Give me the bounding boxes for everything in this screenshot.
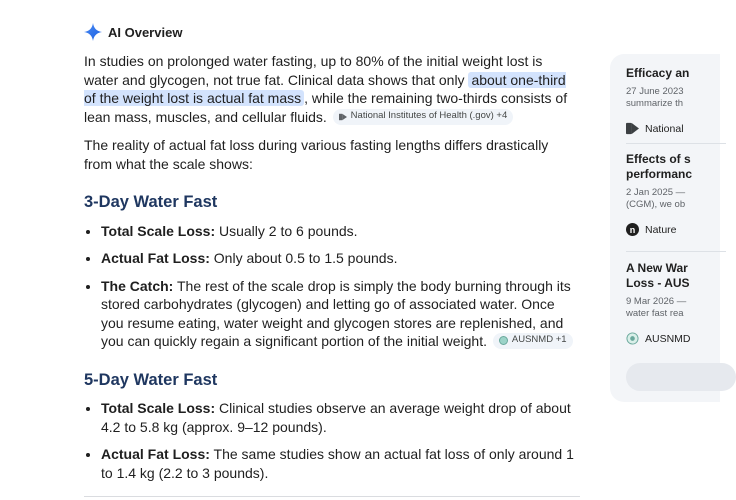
snippet-line: summarize th xyxy=(626,98,684,109)
source-name: AUSNMD xyxy=(645,332,691,345)
bullet-list xyxy=(84,222,580,351)
source-title-line: Efficacy an xyxy=(626,66,690,80)
list-item xyxy=(101,222,580,241)
overview-body xyxy=(84,52,580,491)
snippet-line: (CGM), we ob xyxy=(626,199,686,210)
snippet-line: 9 Mar 2026 — xyxy=(626,296,687,307)
highlighted-claim[interactable]: about one-third of the weight lost is actual fat mass xyxy=(84,71,566,106)
snippet-line: 2 Jan 2025 — xyxy=(626,187,686,198)
source-title xyxy=(626,261,726,291)
item-text: Usually 2 to 6 pounds. xyxy=(215,222,358,239)
source-site xyxy=(626,223,726,236)
snippet-line: water fast rea xyxy=(626,308,684,319)
item-label: Total Scale Loss: xyxy=(101,222,216,239)
divider xyxy=(626,143,726,144)
source-name: National xyxy=(645,122,684,135)
item-text: The same studies show an actual fat loss of only around 1 to 1.4 kg (2.2 to 3 pounds). xyxy=(101,446,574,481)
intro-text-end: , while the remaining two-thirds consists of lean mass, muscles, and cellular fluids. xyxy=(84,90,568,125)
gemini-spark-icon xyxy=(84,23,102,41)
section-heading: 5-Day Water Fast xyxy=(84,370,218,389)
section-heading: 3-Day Water Fast xyxy=(84,193,218,211)
source-card[interactable] xyxy=(626,261,726,345)
list-item xyxy=(101,249,580,268)
sources-panel xyxy=(610,54,720,402)
ai-overview-title: AI Overview xyxy=(108,24,183,40)
item-label: Actual Fat Loss: xyxy=(101,446,210,462)
item-text: Clinical studies observe an average weight drop of about 4.2 to 5.8 kg (approx. 9–12 pounds). xyxy=(101,400,571,435)
source-card[interactable] xyxy=(626,152,726,236)
intro-text: In studies on prolonged water fasting, up to 80% of the initial weight lost is water and glycogen, not true fat. Clinical data shows that only xyxy=(84,53,543,88)
show-all-button[interactable] xyxy=(626,363,736,391)
list-item xyxy=(101,277,580,351)
source-snippet xyxy=(626,296,726,320)
item-text: Only about 0.5 to 1.5 pounds. xyxy=(209,250,398,266)
nih-logo-icon xyxy=(626,122,639,135)
item-label: Actual Fat Loss: xyxy=(101,250,210,266)
nature-logo-icon: n xyxy=(626,223,639,236)
source-snippet xyxy=(626,86,726,110)
item-text: The rest of the scale drop is simply the body burning through its stored carbohydrates (glycogen) and letting go of associated water. Once you resume eating, water weight and glycogen stores are replenished, and you can quickly regain a significant portion of the initial weight. xyxy=(101,277,571,349)
source-title xyxy=(626,152,726,182)
list-item xyxy=(101,445,580,482)
nih-logo-icon xyxy=(339,113,347,121)
source-title-line: A New War xyxy=(626,261,688,275)
source-card[interactable] xyxy=(626,66,726,135)
intro-paragraph xyxy=(84,52,580,126)
divider xyxy=(84,496,580,497)
item-label: Total Scale Loss: xyxy=(101,400,216,416)
ausnmd-logo-icon xyxy=(626,332,639,345)
citation-label: National Institutes of Health (.gov) +4 xyxy=(350,110,508,122)
citation-label: AUSNMD +1 xyxy=(511,334,567,346)
source-site xyxy=(626,332,726,345)
divider xyxy=(626,251,726,252)
citation-chip[interactable] xyxy=(493,333,573,349)
citation-chip[interactable] xyxy=(333,109,514,125)
ai-overview-header xyxy=(84,20,182,44)
list-item xyxy=(101,399,580,436)
ausnmd-logo-icon xyxy=(499,336,508,345)
source-site xyxy=(626,122,726,135)
source-title xyxy=(626,66,726,81)
source-name: Nature xyxy=(645,223,677,236)
source-snippet xyxy=(626,187,726,211)
source-title-line: Effects of s xyxy=(626,152,691,166)
bullet-list xyxy=(84,399,580,482)
source-title-line: performanc xyxy=(626,167,693,181)
item-label: The Catch: xyxy=(101,277,174,294)
lead-paragraph: The reality of actual fat loss during various fasting lengths differs drastically from what the scale shows: xyxy=(84,137,549,172)
source-title-line: Loss - AUS xyxy=(626,276,690,290)
snippet-line: 27 June 2023 xyxy=(626,86,684,97)
